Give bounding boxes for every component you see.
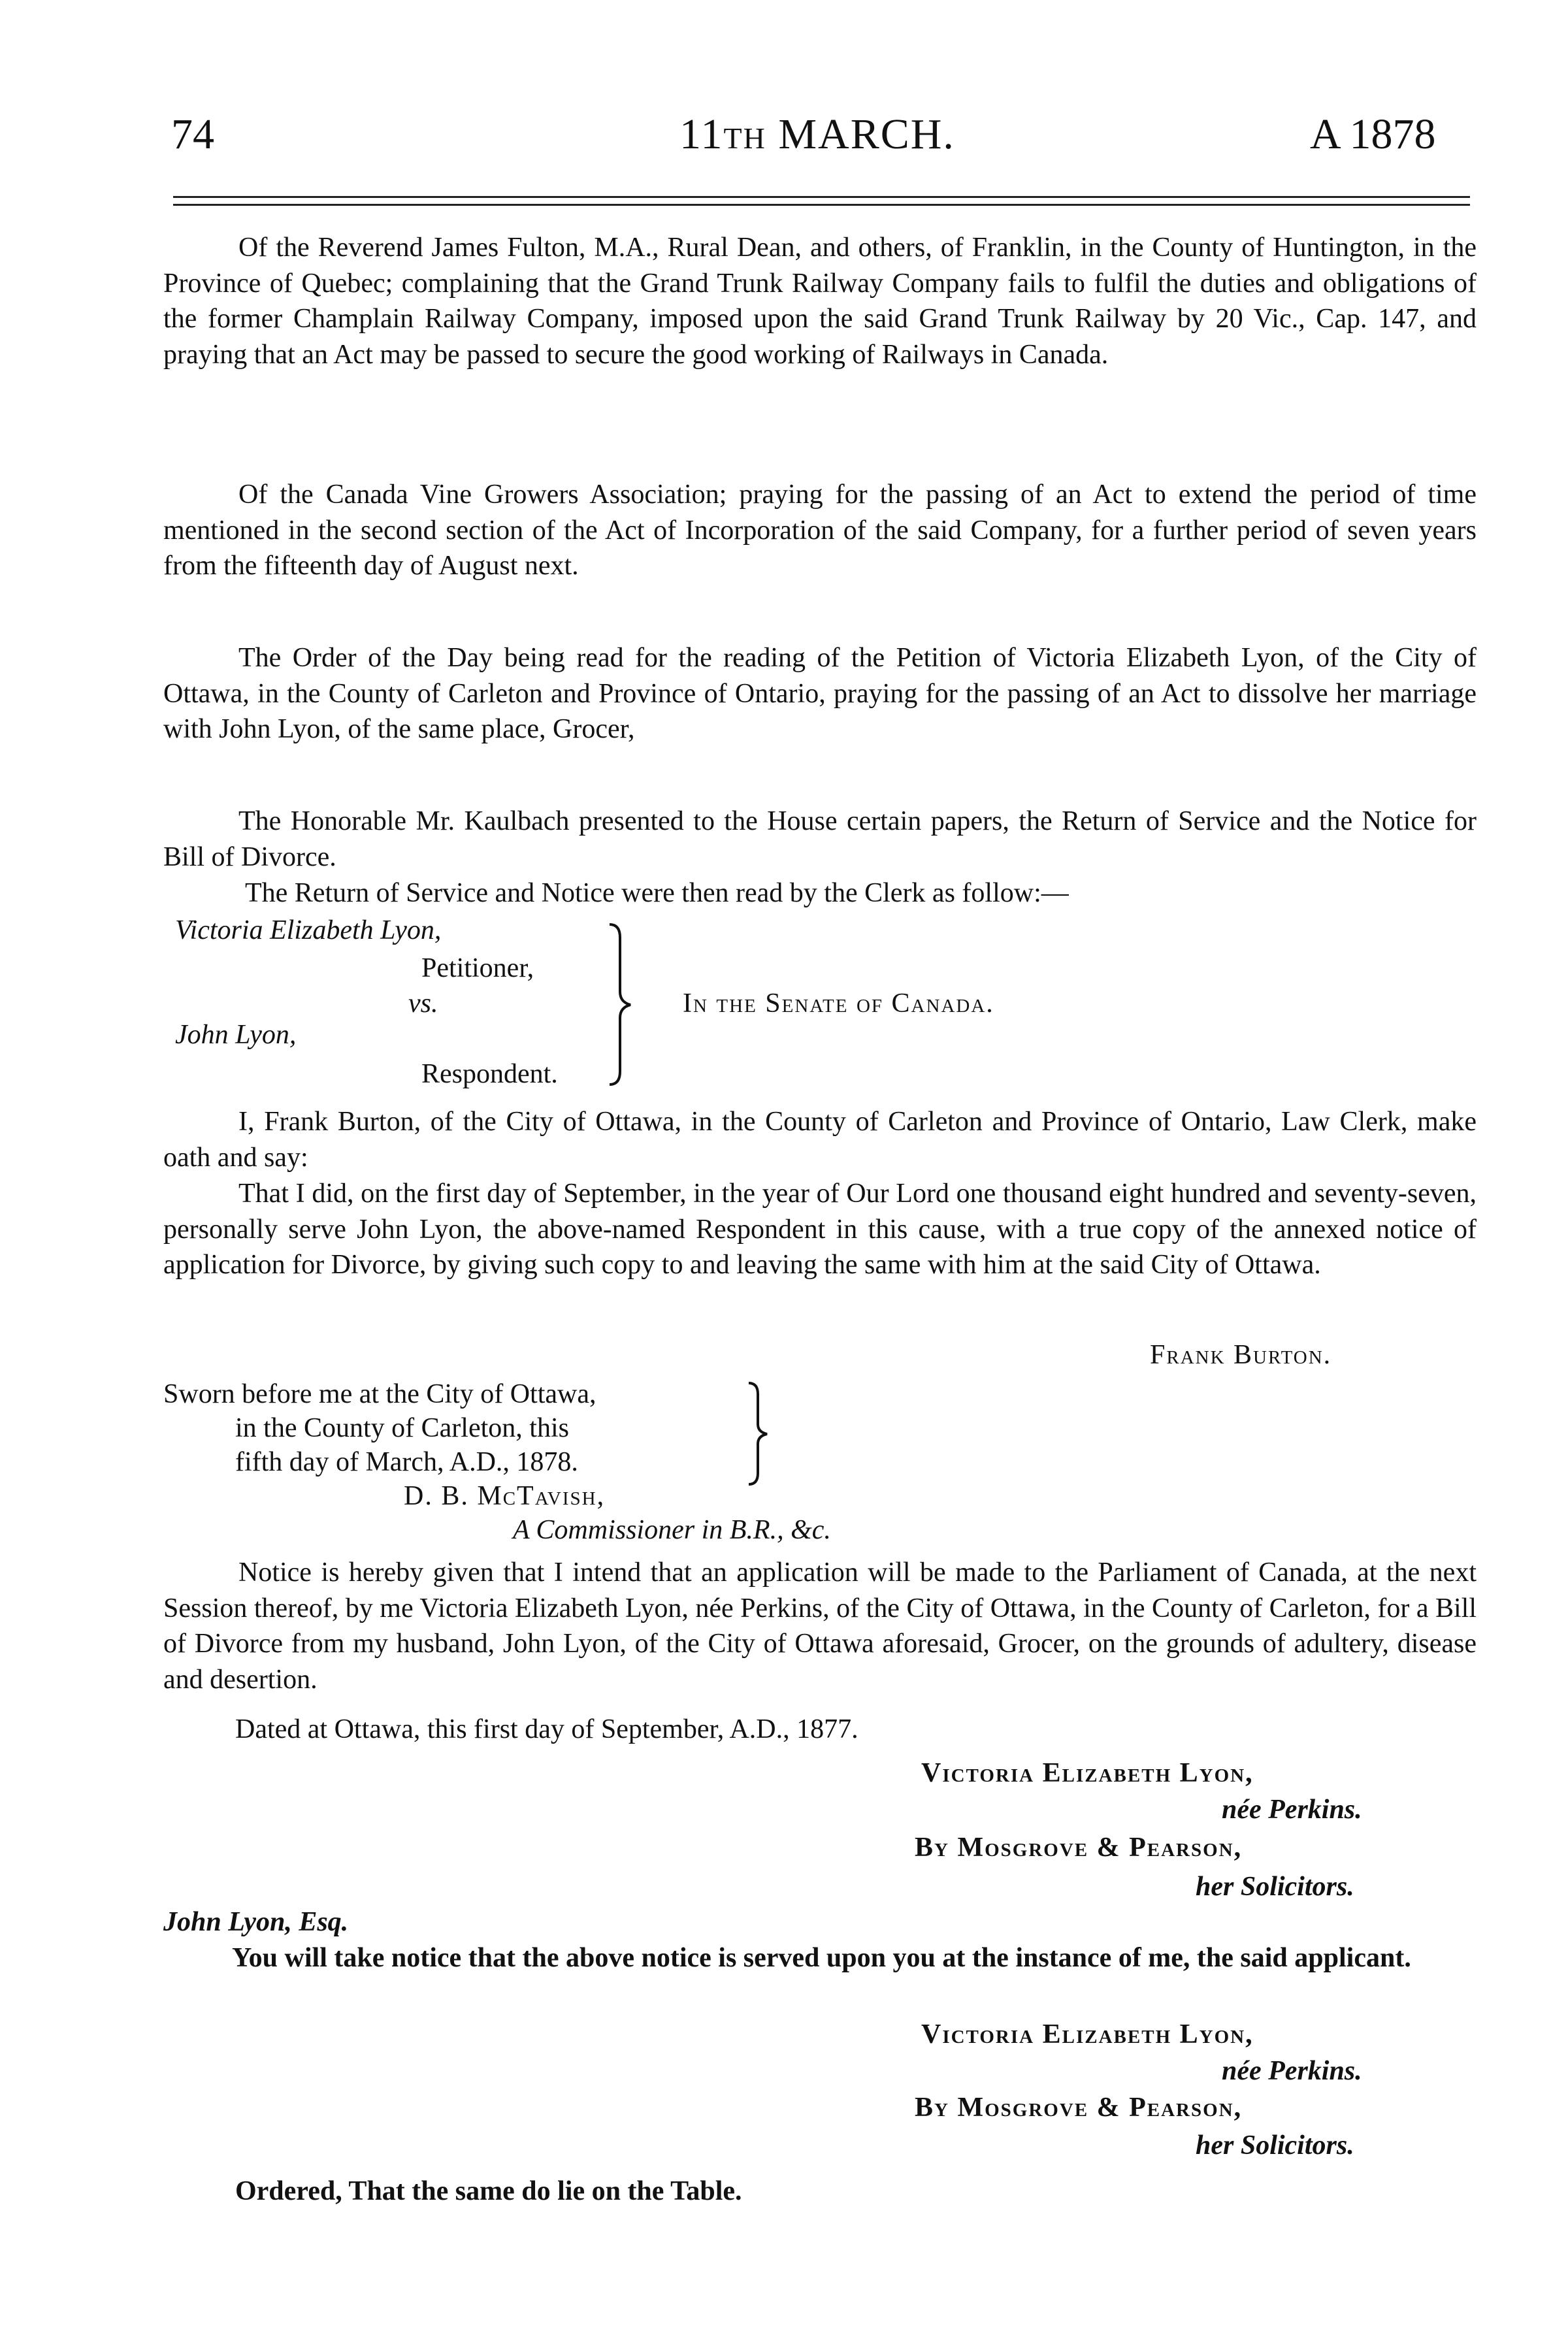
- header-rule-top: [173, 196, 1470, 198]
- jurat-commissioner-name: D. B. McTavish,: [404, 1481, 606, 1511]
- page-date: 11th MARCH.: [679, 110, 955, 158]
- affidavit-signature: Frank Burton.: [1150, 1340, 1332, 1370]
- affidavit-body: That I did, on the first day of September, in the year of Our Lord one thousand eight hundred and seventy-seven, personally serve John Lyon, the above-named Respondent in this cause, with a true copy of the annexed notice of application for Divorce, by giving such copy to and leaving the same with him at the said City of Ottawa.: [163, 1179, 1477, 1280]
- case-court: In the Senate of Canada.: [683, 988, 994, 1019]
- affidavit-intro: I, Frank Burton, of the City of Ottawa, in the County of Carleton and Province of Ontario, Law Clerk, make oath and say:: [163, 1107, 1477, 1173]
- case-petitioner-role: Petitioner,: [421, 953, 534, 983]
- notice-dated: Dated at Ottawa, this first day of September, A.D., 1877.: [235, 1714, 858, 1744]
- address-signature-nee: née Perkins.: [1222, 2056, 1362, 2086]
- notice-signature-by: By Mosgrove & Pearson,: [915, 1833, 1243, 1863]
- address-signature-by: By Mosgrove & Pearson,: [915, 2093, 1243, 2123]
- case-petitioner-name: Victoria Elizabeth Lyon,: [175, 915, 442, 945]
- address-signature-role: her Solicitors.: [1196, 2130, 1354, 2160]
- address-to: John Lyon, Esq.: [163, 1907, 349, 1937]
- case-brace: [604, 921, 644, 1088]
- case-respondent-name: John Lyon,: [175, 1020, 297, 1050]
- header-rule-bottom: [173, 204, 1470, 206]
- notice-body: Notice is hereby given that I intend that an application will be made to the Parliament of Canada, at the next Session thereof, by me Victoria Elizabeth Lyon, née Perkins, of the City of Ottawa, in the County of Carleton, for a Bill of Divorce from my husband, John Lyon, of the City of Ottawa aforesaid, Grocer, on the grounds of adultery, disease and desertion.: [163, 1557, 1477, 1695]
- jurat-brace: [745, 1380, 777, 1488]
- petition-fulton: Of the Reverend James Fulton, M.A., Rural Dean, and others, of Franklin, in the County of Huntington, in the Province of Quebec; complaining that the Grand Trunk Railway Company fails to fulfil the duties and obligations of the former Champlain Railway Company, imposed upon the said Grand Trunk Railway by 20 Vic., Cap. 147, and praying that an Act may be passed to secure the good working of Railways in Canada.: [163, 233, 1477, 370]
- address-signature-name: Victoria Elizabeth Lyon,: [921, 2019, 1254, 2049]
- jurat-commissioner-title: A Commissioner in B.R., &c.: [513, 1515, 831, 1545]
- page-number: 74: [171, 110, 214, 158]
- ordered-statement: Ordered, That the same do lie on the Table.: [235, 2176, 742, 2206]
- jurat-line-1: Sworn before me at the City of Ottawa,: [163, 1379, 596, 1409]
- notice-signature-name: Victoria Elizabeth Lyon,: [921, 1758, 1254, 1788]
- page-year: A 1878: [1310, 110, 1436, 158]
- jurat-line-2: in the County of Carleton, this: [235, 1413, 569, 1443]
- presented-papers: The Honorable Mr. Kaulbach presented to the House certain papers, the Return of Service and the Notice for Bill of Divorce.: [163, 806, 1477, 872]
- notice-signature-role: her Solicitors.: [1196, 1872, 1354, 1902]
- case-vs: vs.: [408, 988, 438, 1019]
- address-body: You will take notice that the above notice is served upon you at the instance of me, the said applicant.: [232, 1943, 1411, 1973]
- order-of-the-day: The Order of the Day being read for the reading of the Petition of Victoria Elizabeth Lyon, of the City of Ottawa, in the County of Carleton and Province of Ontario, praying for the passing of an Act to dissolve her marriage with John Lyon, of the same place, Grocer,: [163, 643, 1477, 744]
- case-respondent-role: Respondent.: [421, 1059, 558, 1089]
- read-intro: The Return of Service and Notice were then read by the Clerk as follow:—: [245, 878, 1069, 908]
- jurat-line-3: fifth day of March, A.D., 1878.: [235, 1447, 578, 1477]
- petition-vine-growers: Of the Canada Vine Growers Association; praying for the passing of an Act to extend the period of time mentioned in the second section of the Act of Incorporation of the said Company, for a further period of seven years from the fifteenth day of August next.: [163, 480, 1477, 581]
- notice-signature-nee: née Perkins.: [1222, 1795, 1362, 1825]
